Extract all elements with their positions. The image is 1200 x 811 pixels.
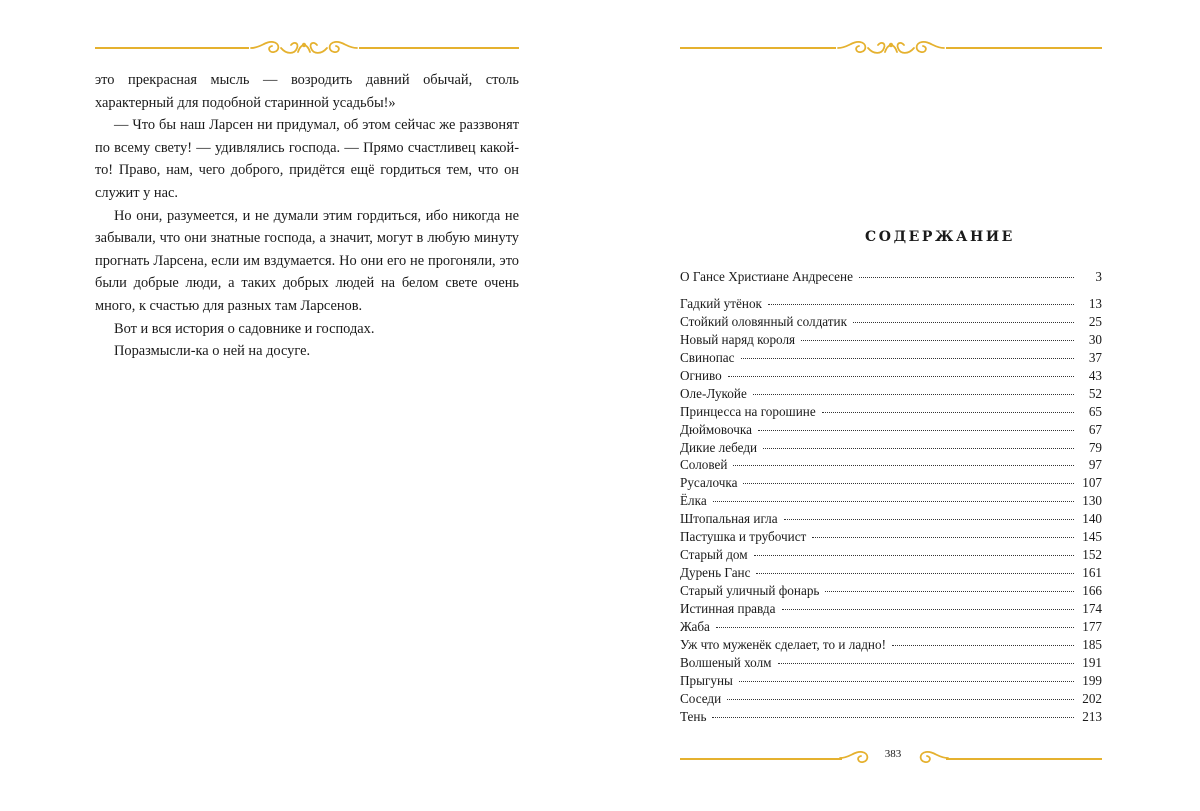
toc-entry-title: Оле-Лукойе [680,385,747,401]
toc-leader-dots [716,627,1074,628]
toc-entry-intro [680,268,1102,286]
footer-rule-right [946,758,1102,760]
toc-entry-title: Пастушка и трубочист [680,529,807,545]
toc-entry [680,492,1102,510]
toc-entry [680,708,1102,726]
paragraph: Но они, разумеется, и не думали этим гордиться, ибо никогда не забывали, что они знатные господа, а значит, могут в любую минуту прогнать Ларсена, если им вздумается. Но они его не прогоняли, это были добрые люди, а таких добрых людей на белом свете очень много, к счастью для разных там Ларсенов. [95,207,519,314]
toc-entry [680,672,1102,690]
toc-leader-dots [784,519,1074,520]
toc-entry-page: 213 [1082,708,1102,724]
header-rule-left [680,47,836,49]
toc-entry-page: 177 [1082,618,1102,634]
toc-leader-dots [812,537,1074,538]
toc-entry [680,528,1102,546]
toc-entry-page: 67 [1088,421,1102,437]
toc-entry-title: Русалочка [680,475,738,491]
toc-leader-dots [756,573,1074,574]
toc-entry-page: 161 [1082,565,1102,581]
toc-entry-page: 97 [1088,457,1102,473]
toc-leader-dots [733,465,1074,466]
toc-leader-dots [859,277,1074,278]
toc-entry [680,421,1102,439]
toc-entry-title: Огниво [680,367,722,383]
toc-entry-page: 152 [1082,547,1102,563]
toc-entry [680,403,1102,421]
toc-entry-title: Дюймовочка [680,421,752,437]
toc-entry-page: 25 [1088,313,1102,329]
toc-leader-dots [743,483,1074,484]
page-number: 383 [884,748,902,760]
toc-entry-title: Прыгуны [680,672,733,688]
toc-entry-page: 166 [1082,583,1102,598]
toc-list [680,295,1102,726]
toc-entry-title: Штопальная игла [680,511,778,527]
toc-entry-title: Волшеный холм [680,654,772,670]
toc-leader-dots [801,340,1074,341]
toc-entry-page: 3 [1095,269,1102,284]
toc-entry-title: Новый наряд короля [680,331,796,347]
toc-entry [680,313,1102,331]
toc-entry [680,654,1102,672]
toc-leader-dots [853,322,1074,323]
toc-entry-page: 145 [1082,529,1102,545]
toc-entry-page: 191 [1082,654,1102,670]
toc-entry [680,439,1102,457]
toc-entry-title: Старый дом [680,547,748,563]
toc-leader-dots [753,394,1074,395]
toc-leader-dots [739,681,1074,682]
toc-entry-page: 185 [1082,636,1102,652]
toc-entry-page: 140 [1082,511,1102,527]
toc-entry [680,367,1102,385]
paragraph: — Что бы наш Ларсен ни придумал, об этом сейчас же раззвонят по всему свету! — удивлялись господа. — Прямо счастливец какой-то! Право, нам, чего доброго, придётся ещё гордиться тем, что он служит у нас. [95,117,519,201]
toc-leader-dots [825,591,1074,592]
toc-entry [680,295,1102,313]
toc-leader-dots [713,501,1074,502]
toc-entry-title: Старый уличный фонарь [680,583,820,598]
toc-entry [680,600,1102,618]
toc-leader-dots [758,430,1074,431]
toc-leader-dots [741,358,1075,359]
header-rule-right [359,47,519,49]
toc-entry [680,690,1102,708]
toc-entry-page: 107 [1082,475,1102,491]
toc-entry-page: 79 [1088,439,1102,455]
toc-entry-page: 174 [1082,600,1102,616]
toc-entry-title: Принцесса на горошине [680,403,816,419]
toc-entry-page: 199 [1082,672,1102,688]
toc-entry [680,331,1102,349]
footer-rule-left [680,758,842,760]
paragraph: это прекрасная мысль — возродить давний обычай, столь характерный для подобной старинной усадьбы!» [95,72,519,111]
paragraph: Вот и вся история о садовнике и господах. [114,320,375,337]
header-ornament-icon [836,37,946,59]
toc-entry-title: Дурень Ганс [680,565,751,581]
toc-leader-dots [778,663,1074,664]
toc-entry-title: Дикие лебеди [680,439,758,455]
header-ornament-icon [249,37,359,59]
paragraph: Поразмысли-ка о ней на досуге. [114,343,311,360]
toc-leader-dots [727,699,1074,700]
toc-entry-page: 130 [1082,493,1102,509]
toc-entry [680,349,1102,367]
toc-leader-dots [768,304,1074,305]
toc-leader-dots [892,645,1074,646]
story-text [95,69,519,363]
toc-entry-page: 52 [1088,385,1102,401]
toc-entry-title: Тень [680,708,707,724]
toc-leader-dots [782,609,1075,610]
toc-entry-title: Соловей [680,457,728,473]
toc-entry-title: Свинопас [680,349,735,365]
toc-entry-title: Гадкий утёнок [680,296,762,311]
toc-leader-dots [822,412,1074,413]
header-rule-left [95,47,249,49]
toc-entry-title: Стойкий оловянный солдатик [680,313,848,329]
toc-leader-dots [763,448,1074,449]
toc-entry-page: 13 [1088,296,1102,311]
toc-entry-title: Жаба [680,618,710,634]
toc-entry-page: 65 [1088,403,1102,419]
toc-leader-dots [728,376,1074,377]
toc-entry [680,618,1102,636]
header-rule-right [946,47,1102,49]
toc-entry-title: Соседи [680,690,722,706]
toc-leader-dots [754,555,1074,556]
toc-entry-title: Истинная правда [680,600,776,616]
toc-entry [680,636,1102,654]
toc-entry-page: 30 [1088,331,1102,347]
right-page [600,0,1200,811]
toc-entry-page: 43 [1088,367,1102,383]
toc-entry-page: 202 [1082,690,1102,706]
toc-entry-title: Ёлка [680,493,707,509]
toc-entry-title: О Гансе Христиане Андресене [680,269,853,284]
toc-entry-page: 37 [1088,349,1102,365]
toc-leader-dots [712,717,1074,718]
toc-title: СОДЕРЖАНИЕ [865,229,1015,245]
toc-entry [680,474,1102,492]
toc-entry [680,546,1102,564]
toc-entry [680,510,1102,528]
toc-entry [680,564,1102,582]
toc-entry-title: Уж что муженёк сделает, то и ладно! [680,636,886,652]
toc-entry [680,385,1102,403]
toc-entry [680,582,1102,600]
toc-entry [680,456,1102,474]
